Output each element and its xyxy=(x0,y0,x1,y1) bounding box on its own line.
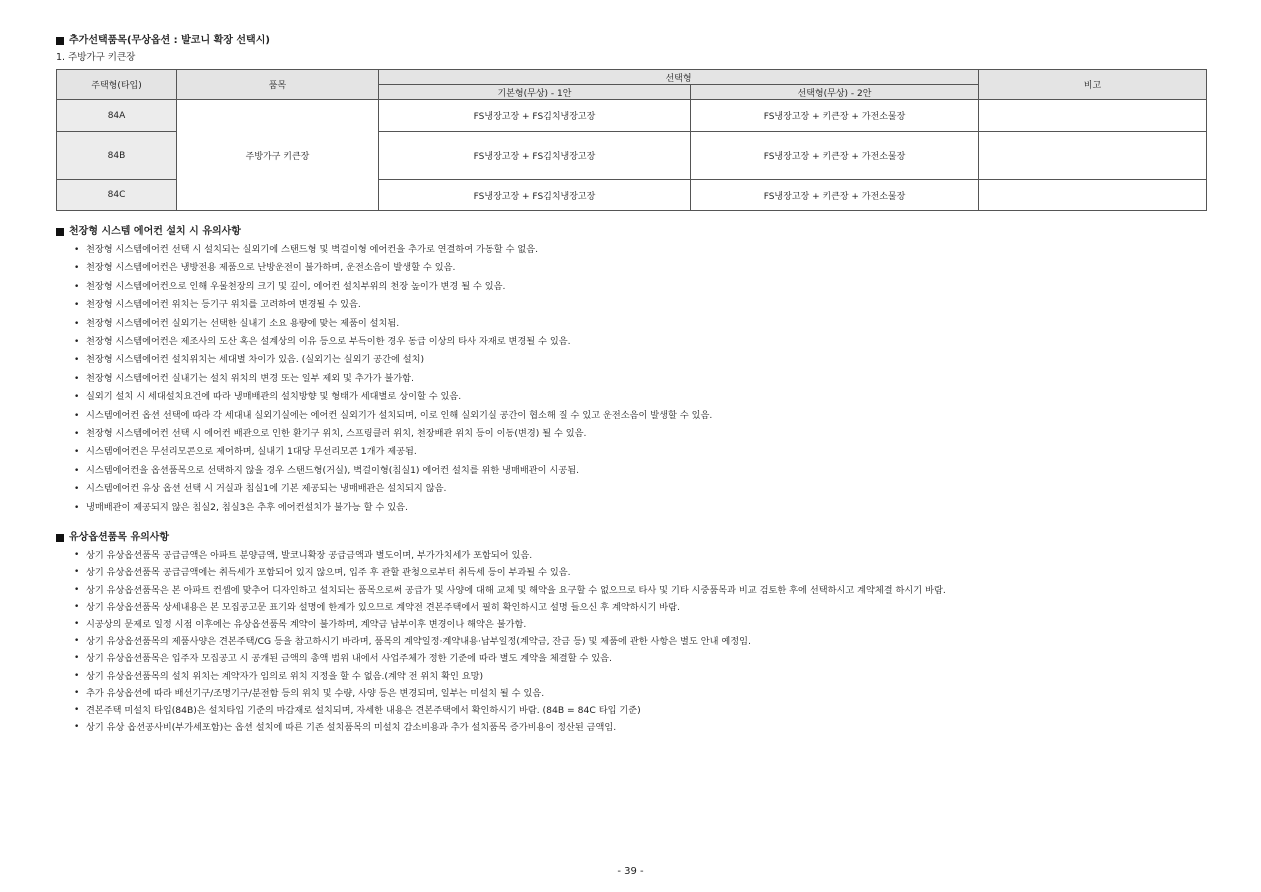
section-title-aircon xyxy=(56,225,1206,239)
cell-note xyxy=(979,100,1207,132)
header-alt: 선택형(무상) - 2안 xyxy=(691,85,979,100)
list-item: • 상기 유상 옵션공사비(부가세포함)는 옵션 설치에 따른 기존 설치품목의 미설치 감소비용과 추가 설치품목 증가비용이 정산된 금액임. xyxy=(74,719,1206,736)
section-title-free-options xyxy=(56,34,1206,48)
options-table xyxy=(56,69,1207,211)
list-item: • 상기 유상옵션품목은 본 아파트 컨셉에 맞추어 디자인하고 설치되는 품목으로써 공급가 및 사양에 대해 교체 및 해약을 요구할 수 없으므로 타사 및 기타 시중품목과 비교 검토한 후에 선택하시고 계약체결 하시기 바람. xyxy=(74,582,1206,599)
header-type: 주택형(타입) xyxy=(57,70,177,100)
cell-basic: FS냉장고장 + FS김치냉장고장 xyxy=(379,180,691,211)
list-item: • 시공상의 문제로 일정 시점 이후에는 유상옵션품목 계약이 불가하며, 계약금 납부이후 변경이나 해약은 불가함. xyxy=(74,616,1206,633)
cell-alt: FS냉장고장 + 키큰장 + 가전소물장 xyxy=(691,132,979,180)
header-choice: 선택형 xyxy=(379,70,979,85)
section-paid-options-notes xyxy=(56,531,1206,736)
list-item: • 시스템에어컨 유상 옵션 선택 시 거실과 침실1에 기본 제공되는 냉매배관은 설치되지 않음. xyxy=(74,480,1206,498)
page-number: - 39 - xyxy=(617,866,644,877)
cell-alt: FS냉장고장 + 키큰장 + 가전소물장 xyxy=(691,180,979,211)
list-item: • 상기 유상옵션품목 상세내용은 본 모집공고문 표기와 설명에 한계가 있으므로 계약전 견본주택에서 필히 확인하시고 설명 들으신 후 계약하시기 바람. xyxy=(74,599,1206,616)
list-item: • 천장형 시스템에어컨 설치위치는 세대별 차이가 있음. (실외기는 실외기 공간에 설치) xyxy=(74,351,1206,369)
square-bullet-icon xyxy=(56,228,64,236)
cell-type: 84A xyxy=(57,100,177,132)
list-item: • 추가 유상옵션에 따라 배선기구/조명기구/분전함 등의 위치 및 수량, 사양 등은 변경되며, 일부는 미설치 될 수 있음. xyxy=(74,685,1206,702)
list-item: • 견본주택 미설치 타입(84B)은 설치타입 기준의 마감재로 설치되며, 자세한 내용은 견본주택에서 확인하시기 바람. (84B = 84C 타입 기준) xyxy=(74,702,1206,719)
square-bullet-icon xyxy=(56,37,64,45)
section-title-text: 유상옵션품목 유의사항 xyxy=(69,532,170,544)
list-item: • 상기 유상옵션품목 공급금액에는 취득세가 포함되어 있지 않으며, 입주 후 관할 관청으로부터 취득세 등이 부과될 수 있음. xyxy=(74,564,1206,581)
cell-type: 84B xyxy=(57,132,177,180)
list-item: • 천장형 시스템에어컨으로 인해 우물천장의 크기 및 깊이, 에어컨 설치부위의 천장 높이가 변경 될 수 있음. xyxy=(74,278,1206,296)
cell-note xyxy=(979,132,1207,180)
header-note: 비고 xyxy=(979,70,1207,100)
section-aircon-notes xyxy=(56,225,1206,517)
list-item: • 상기 유상옵션품목의 제품사양은 견본주택/CG 등을 참고하시기 바라며, 품목의 계약일정·계약내용·납부일정(계약금, 잔금 등) 및 제품에 관한 사항은 별도 안내 예정임. xyxy=(74,633,1206,650)
list-item: • 천장형 시스템에어컨 실내기는 설치 위치의 변경 또는 일부 제외 및 추가가 불가함. xyxy=(74,370,1206,388)
cell-basic: FS냉장고장 + FS김치냉장고장 xyxy=(379,100,691,132)
paid-options-notes-list xyxy=(56,547,1206,736)
cell-alt: FS냉장고장 + 키큰장 + 가전소물장 xyxy=(691,100,979,132)
subsection-title: 1. 주방가구 키큰장 xyxy=(56,52,136,63)
list-item: • 상기 유상옵션품목 공급금액은 아파트 분양금액, 발코니확장 공급금액과 별도이며, 부가가치세가 포함되어 있음. xyxy=(74,547,1206,564)
list-item: • 상기 유상옵션품목의 설치 위치는 계약자가 임의로 위치 지정을 할 수 없음.(계약 전 위치 확인 요망) xyxy=(74,668,1206,685)
list-item: • 시스템에어컨을 옵션품목으로 선택하지 않을 경우 스탠드형(거실), 벽걸이형(침실1) 에어컨 설치를 위한 냉매배관이 시공됨. xyxy=(74,462,1206,480)
cell-type: 84C xyxy=(57,180,177,211)
list-item: • 냉매배관이 제공되지 않은 침실2, 침실3은 추후 에어컨설치가 불가능 할 수 있음. xyxy=(74,499,1206,517)
list-item: • 천장형 시스템에어컨 실외기는 선택한 실내기 소요 용량에 맞는 제품이 설치됨. xyxy=(74,315,1206,333)
cell-item-name: 주방가구 키큰장 xyxy=(177,100,379,211)
list-item: • 시스템에어컨 옵션 선택에 따라 각 세대내 실외기실에는 에어컨 실외기가 설치되며, 이로 인해 실외기실 공간이 협소해 질 수 있고 운전소음이 발생할 수 있음. xyxy=(74,407,1206,425)
list-item: • 천장형 시스템에어컨은 냉방전용 제품으로 난방운전이 불가하며, 운전소음이 발생할 수 있음. xyxy=(74,259,1206,277)
list-item: • 상기 유상옵션품목은 입주자 모집공고 시 공개된 금액의 총액 범위 내에서 사업주체가 정한 기준에 따라 별도 계약을 체결할 수 있음. xyxy=(74,650,1206,667)
header-item: 품목 xyxy=(177,70,379,100)
section-title-paid-options xyxy=(56,531,1206,545)
square-bullet-icon xyxy=(56,534,64,542)
list-item: • 천장형 시스템에어컨 선택 시 에어컨 배관으로 인한 환기구 위치, 스프링클러 위치, 천장배관 위치 등이 이동(변경) 될 수 있음. xyxy=(74,425,1206,443)
aircon-notes-list xyxy=(56,241,1206,517)
list-item: • 천장형 시스템에어컨은 제조사의 도산 혹은 설계상의 이유 등으로 부득이한 경우 동급 이상의 타사 자재로 변경될 수 있음. xyxy=(74,333,1206,351)
section-title-text: 추가선택품목(무상옵션 : 발코니 확장 선택시) xyxy=(69,35,270,46)
list-item: • 천장형 시스템에어컨 선택 시 설치되는 실외기에 스탠드형 및 벽걸이형 에어컨을 추가로 연결하여 가동할 수 없음. xyxy=(74,241,1206,259)
cell-basic: FS냉장고장 + FS김치냉장고장 xyxy=(379,132,691,180)
header-basic: 기본형(무상) - 1안 xyxy=(379,85,691,100)
section-title-text: 천장형 시스템 에어컨 설치 시 유의사항 xyxy=(69,226,241,237)
document-page xyxy=(56,34,1206,736)
table-row xyxy=(57,100,1207,132)
list-item: • 시스템에어컨은 무선리모콘으로 제어하며, 실내기 1대당 무선리모콘 1개가 제공됨. xyxy=(74,443,1206,461)
list-item: • 천장형 시스템에어컨 위치는 등기구 위치를 고려하여 변경될 수 있음. xyxy=(74,296,1206,314)
cell-note xyxy=(979,180,1207,211)
list-item: • 실외기 설치 시 세대설치요건에 따라 냉매배관의 설치방향 및 형태가 세대별로 상이할 수 있음. xyxy=(74,388,1206,406)
